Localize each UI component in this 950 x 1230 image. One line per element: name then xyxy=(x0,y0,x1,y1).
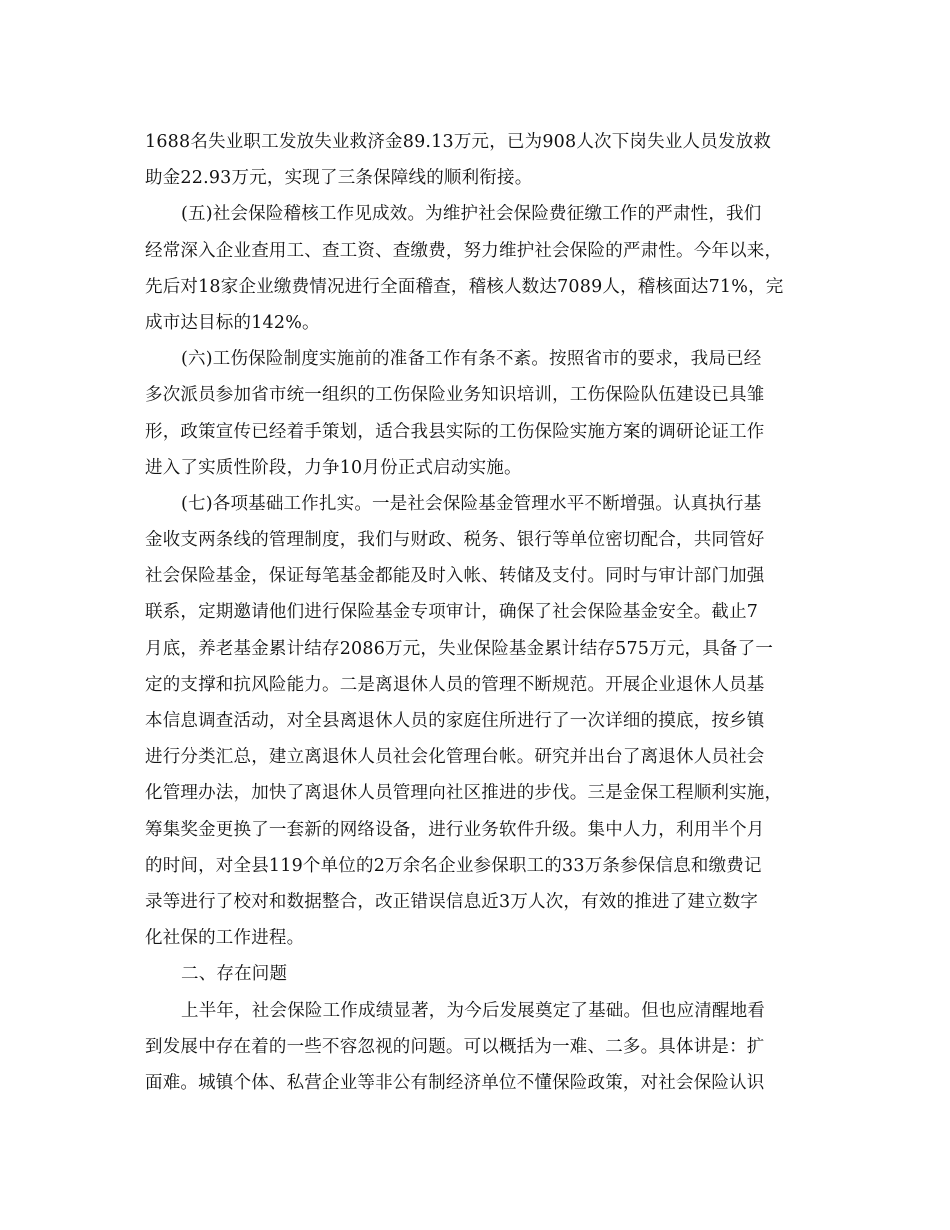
text-line: 本信息调查活动，对全县离退休人员的家庭住所进行了一次详细的摸底，按乡镇 xyxy=(145,711,765,731)
text-line: 筹集奖金更换了一套新的网络设备，进行业务软件升级。集中人力，利用半个月 xyxy=(145,819,765,840)
text-line: 录等进行了校对和数据整合，改正错误信息近3万人次，有效的推进了建立数字 xyxy=(145,891,759,912)
text-line: 的时间，对全县119个单位的2万余名企业参保职工的33万条参保信息和缴费记 xyxy=(145,855,762,876)
text-line: (七)各项基础工作扎实。一是社会保险基金管理水平不断增强。认真执行基 xyxy=(181,493,762,514)
text-line: 助金22.93万元，实现了三条保障线的顺利衔接。 xyxy=(145,168,533,189)
text-line: 定的支撑和抗风险能力。二是离退休人员的管理不断规范。开展企业退休人员基 xyxy=(145,674,765,695)
text-line: 经常深入企业查用工、查工资、查缴费，努力维护社会保险的严肃性。今年以来， xyxy=(145,240,783,261)
text-line: 进行分类汇总，建立离退休人员社会化管理台帐。研究并出台了离退休人员社会 xyxy=(145,747,765,768)
text-line: 成市达目标的142%。 xyxy=(145,312,320,333)
text-line: 先后对18家企业缴费情况进行全面稽查，稽核人数达7089人，稽核面达71%，完 xyxy=(145,276,784,297)
text-line: 面难。城镇个体、私营企业等非公有制经济单位不懂保险政策，对社会保险认识 xyxy=(145,1072,765,1093)
text-line: 到发展中存在着的一些不容忽视的问题。可以概括为一难、二多。具体讲是：扩 xyxy=(145,1036,765,1057)
text-line: 化社保的工作进程。 xyxy=(145,928,305,949)
text-line: 金收支两条线的管理制度，我们与财政、税务、银行等单位密切配合，共同管好 xyxy=(145,530,765,551)
text-line: 形，政策宣传已经着手策划，适合我县实际的工伤保险实施方案的调研论证工作 xyxy=(145,421,765,442)
text-line: 化管理办法，加快了离退休人员管理向社区推进的步伐。三是金保工程顺利实施， xyxy=(145,783,783,804)
section-heading: 二、存在问题 xyxy=(181,964,288,985)
text-line: 社会保险基金，保证每笔基金都能及时入帐、转储及支付。同时与审计部门加强 xyxy=(145,566,765,587)
text-line: 联系，定期邀请他们进行保险基金专项审计，确保了社会保险基金安全。截止7 xyxy=(145,602,759,623)
text-line: 进入了实质性阶段，力争10月份正式启动实施。 xyxy=(145,457,522,478)
text-line: (六)工伤保险制度实施前的准备工作有条不紊。按照省市的要求，我局已经 xyxy=(181,349,762,370)
text-line: 月底，养老基金累计结存2086万元，失业保险基金累计结存575万元，具备了一 xyxy=(145,638,774,659)
text-line: (五)社会保险稽核工作见成效。为维护社会保险费征缴工作的严肃性，我们 xyxy=(181,204,762,225)
text-line: 1688名失业职工发放失业救济金89.13万元，已为908人次下岗失业人员发放救 xyxy=(145,132,772,152)
text-line: 多次派员参加省市统一组织的工伤保险业务知识培训，工伤保险队伍建设已具雏 xyxy=(145,385,765,406)
document-body xyxy=(145,124,807,1101)
text-line: 上半年，社会保险工作成绩显著，为今后发展奠定了基础。但也应清醒地看 xyxy=(181,1000,766,1021)
